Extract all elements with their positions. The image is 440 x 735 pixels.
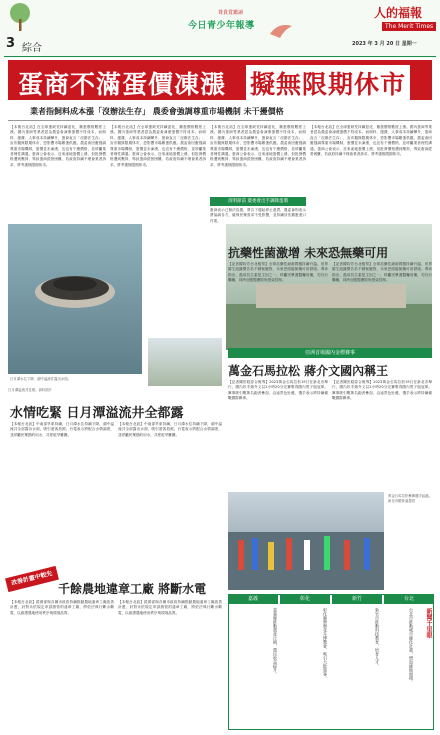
marathon-photo-caption: 萬金石馬拉松參賽選手起跑。 新北市體育處提供 <box>388 494 433 503</box>
brand-small: 尊貴賞鑑讀 <box>218 10 244 16</box>
article-tennis-title: 萬金石馬拉松 蔣介文國內稱王 <box>228 364 389 378</box>
regional-tab-2: 新竹 <box>332 594 382 604</box>
regional-item-3: 台北市推動城市綠化計畫，增加綠地面積。 <box>409 608 414 684</box>
slogan: 今日青少年報導 <box>188 21 255 31</box>
article-tennis-body-col2: 【記者陳世昭綜合報導】2023萬金石馬拉松19日在新北市舉行，國內好手蔣介文以2小時20分完賽奪得國內男子組冠軍。賽事吸引數萬名跑者參加，沿途景色壯麗，選手表示將持續備戰國際賽事。 <box>332 380 432 401</box>
regional-item-0: 嘉義縣推動農產行銷，農民收益提升。 <box>273 608 278 676</box>
regional-corner-label: 新聞千里眼 <box>425 608 432 638</box>
main-body-col1: 【本報台北訊】在全球蛋缺荒持續惡化，雞蛋價格數度上漲。國內蛋商等業者認為農委會凍漲蛋價不符成本，而飼料、運費、人事成本持續攀升，蛋商直言「沒辦法生存」，宣布擬無限期休市，恐影響市場雞蛋供應。農委會回應強調尊重市場機制，蛋價並未凍漲，也沒有干擾價格，並呼籲業者理性溝通。蛋商公會表示，近來產地蛋價上漲，但批發價格遭到壓抑，導致蛋商經營困難，若政府持續不理會業者訴求，將考慮無限期休市。 <box>10 125 106 167</box>
article-sports-title-visible: 抗藥性菌激增 未來恐無藥可用 <box>228 246 389 260</box>
article-tennis-body-col1: 【記者陳世昭綜合報導】2023萬金石馬拉松19日在新北市舉行，國內好手蔣介文以2小時20分完賽奪得國內男子組冠軍。賽事吸引數萬名跑者參加，沿途景色壯麗，選手表示將持續備戰國際賽事。 <box>228 380 328 401</box>
page-header <box>0 0 440 58</box>
sub-section-label: 清明節前 農委會出手調降蛋價 <box>210 197 306 206</box>
bird-illustration <box>268 20 294 40</box>
article-sports-body-col1: 【記者陳昀芳台北報導】全球抗藥性細菌問題持續升溫，世界衛生組織警告若不積極應對，未來恐面臨無藥可用窘境。專家指出，濫用抗生素是主因之一，呼籲民眾遵醫囑用藥，勿自行購藥，同時加強醫療院所感染控制。 <box>228 262 328 283</box>
main-body-col3: 【本報台北訊】在全球蛋缺荒持續惡化，雞蛋價格數度上漲。國內蛋商等業者認為農委會凍漲蛋價不符成本，而飼料、運費、人事成本持續攀升，蛋商直言「沒辦法生存」，宣布擬無限期休市，恐影響市場雞蛋供應。農委會回應強調尊重市場機制，蛋價並未凍漲，也沒有干擾價格，並呼籲業者理性溝通。蛋商公會表示，近來產地蛋價上漲，但批發價格遭到壓抑，導致蛋商經營困難，若政府持續不理會業者訴求，將考慮無限期休市。 <box>210 125 306 167</box>
main-body-col2: 【本報台北訊】在全球蛋缺荒持續惡化，雞蛋價格數度上漲。國內蛋商等業者認為農委會凍漲蛋價不符成本，而飼料、運費、人事成本持續攀升，蛋商直言「沒辦法生存」，宣布擬無限期休市，恐影響市場雞蛋供應。農委會回應強調尊重市場機制，蛋價並未凍漲，也沒有干擾價格，並呼籲業者理性溝通。蛋商公會表示，近來產地蛋價上漲，但批發價格遭到壓抑，導致蛋商經營困難，若政府持續不理會業者訴求，將考慮無限期休市。 <box>110 125 206 167</box>
issue-date: 2023 年 3 月 20 日 星期一 <box>352 41 417 47</box>
regional-tab-1: 彰化 <box>280 594 330 604</box>
regional-item-1: 彰化縣舉辦花卉博覽會，吸引大批遊客。 <box>323 608 328 680</box>
article-bottom-body-col1: 【本報台北訊】經濟部與各縣市政府持續推動農地違章工廠改善計畫，針對未依規定申請納管的違章工廠，將依法執行斷水斷電，以維護農地使用秩序與環境品質。 <box>10 600 114 615</box>
lake-photo-2-caption: 日月潭溢流井近照。資料照片 <box>8 388 53 392</box>
article-lake-body-col2: 【本報台北訊】中南部旱象持續，日月潭水位持續下降，湖中溢流井全部露出水面，吸引遊客拍照。台電表示將配合水情調度，並呼籲民眾節約用水，共度乾旱難關。 <box>118 422 222 437</box>
header-rule <box>4 56 436 57</box>
main-headline-left: 蛋商不滿蛋價凍漲 <box>18 70 227 99</box>
main-body-col3b: 蛋商表示已無法負擔，將自下週起停止進貨，農委會則表示將協調各方，確保民眾需求不受影響，並持續評估雞蛋進口作業。 <box>210 208 306 223</box>
marathon-photo <box>228 492 384 590</box>
logo-en: The Merit Times <box>382 22 436 31</box>
lake-photo-caption: 日月潭水位下降，湖中溢流井露出水面。 <box>10 377 72 381</box>
bottom-article-tag: 改善計畫中較先 <box>5 566 59 592</box>
regional-tab-0: 嘉義 <box>228 594 278 604</box>
article-bottom-title: 千餘農地違章工廠 將斷水電 <box>58 582 207 596</box>
tree-illustration <box>6 2 34 32</box>
main-headline-right: 擬無限期休市 <box>246 65 410 101</box>
overflow-well-graphic <box>30 254 120 324</box>
lake-photo <box>8 224 142 374</box>
subhead-rule <box>8 120 432 121</box>
article-lake-body-col1: 【本報台北訊】中南部旱象持續，日月潭水位持續下降，湖中溢流井全部露出水面，吸引遊客拍照。台電表示將配合水情調度，並呼籲民眾節約用水，共度乾旱難關。 <box>10 422 114 437</box>
logo-cn: 人的福報 <box>374 6 423 20</box>
regional-tab-3: 台北 <box>384 594 434 604</box>
page-number: 3 <box>6 36 16 51</box>
runners-graphic <box>228 532 384 590</box>
tennis-tag: 亞洲首場國內金標賽事 <box>228 348 432 358</box>
article-sports-body-col2: 【記者陳昀芳台北報導】全球抗藥性細菌問題持續升溫，世界衛生組織警告若不積極應對，未來恐面臨無藥可用窘境。專家指出，濫用抗生素是主因之一，呼籲民眾遵醫囑用藥，勿自行購藥，同時加強醫療院所感染控制。 <box>332 262 432 283</box>
main-subhead: 業者指飼料成本漲「沒辦法生存」 農委會強調尊重市場機制 未干擾價格 <box>30 107 284 116</box>
section-label: 綜合 <box>22 43 42 54</box>
main-body-col4: 【本報台北訊】在全球蛋缺荒持續惡化，雞蛋價格數度上漲。國內蛋商等業者認為農委會凍漲蛋價不符成本，而飼料、運費、人事成本持續攀升，蛋商直言「沒辦法生存」，宣布擬無限期休市，恐影響市場雞蛋供應。農委會回應強調尊重市場機制，蛋價並未凍漲，也沒有干擾價格，並呼籲業者理性溝通。蛋商公會表示，近來產地蛋價上漲，但批發價格遭到壓抑，導致蛋商經營困難，若政府持續不理會業者訴求，將考慮無限期休市。 <box>310 125 432 157</box>
article-bottom-body-col2: 【本報台北訊】經濟部與各縣市政府持續推動農地違章工廠改善計畫，針對未依規定申請納管的違章工廠，將依法執行斷水斷電，以維護農地使用秩序與環境品質。 <box>118 600 222 615</box>
article-lake-title: 水情吃緊 日月潭溢流井全都露 <box>10 406 184 421</box>
regional-item-2: 新竹市推動科技教育，培育人才。 <box>375 608 380 668</box>
lake-photo-2 <box>148 338 222 386</box>
